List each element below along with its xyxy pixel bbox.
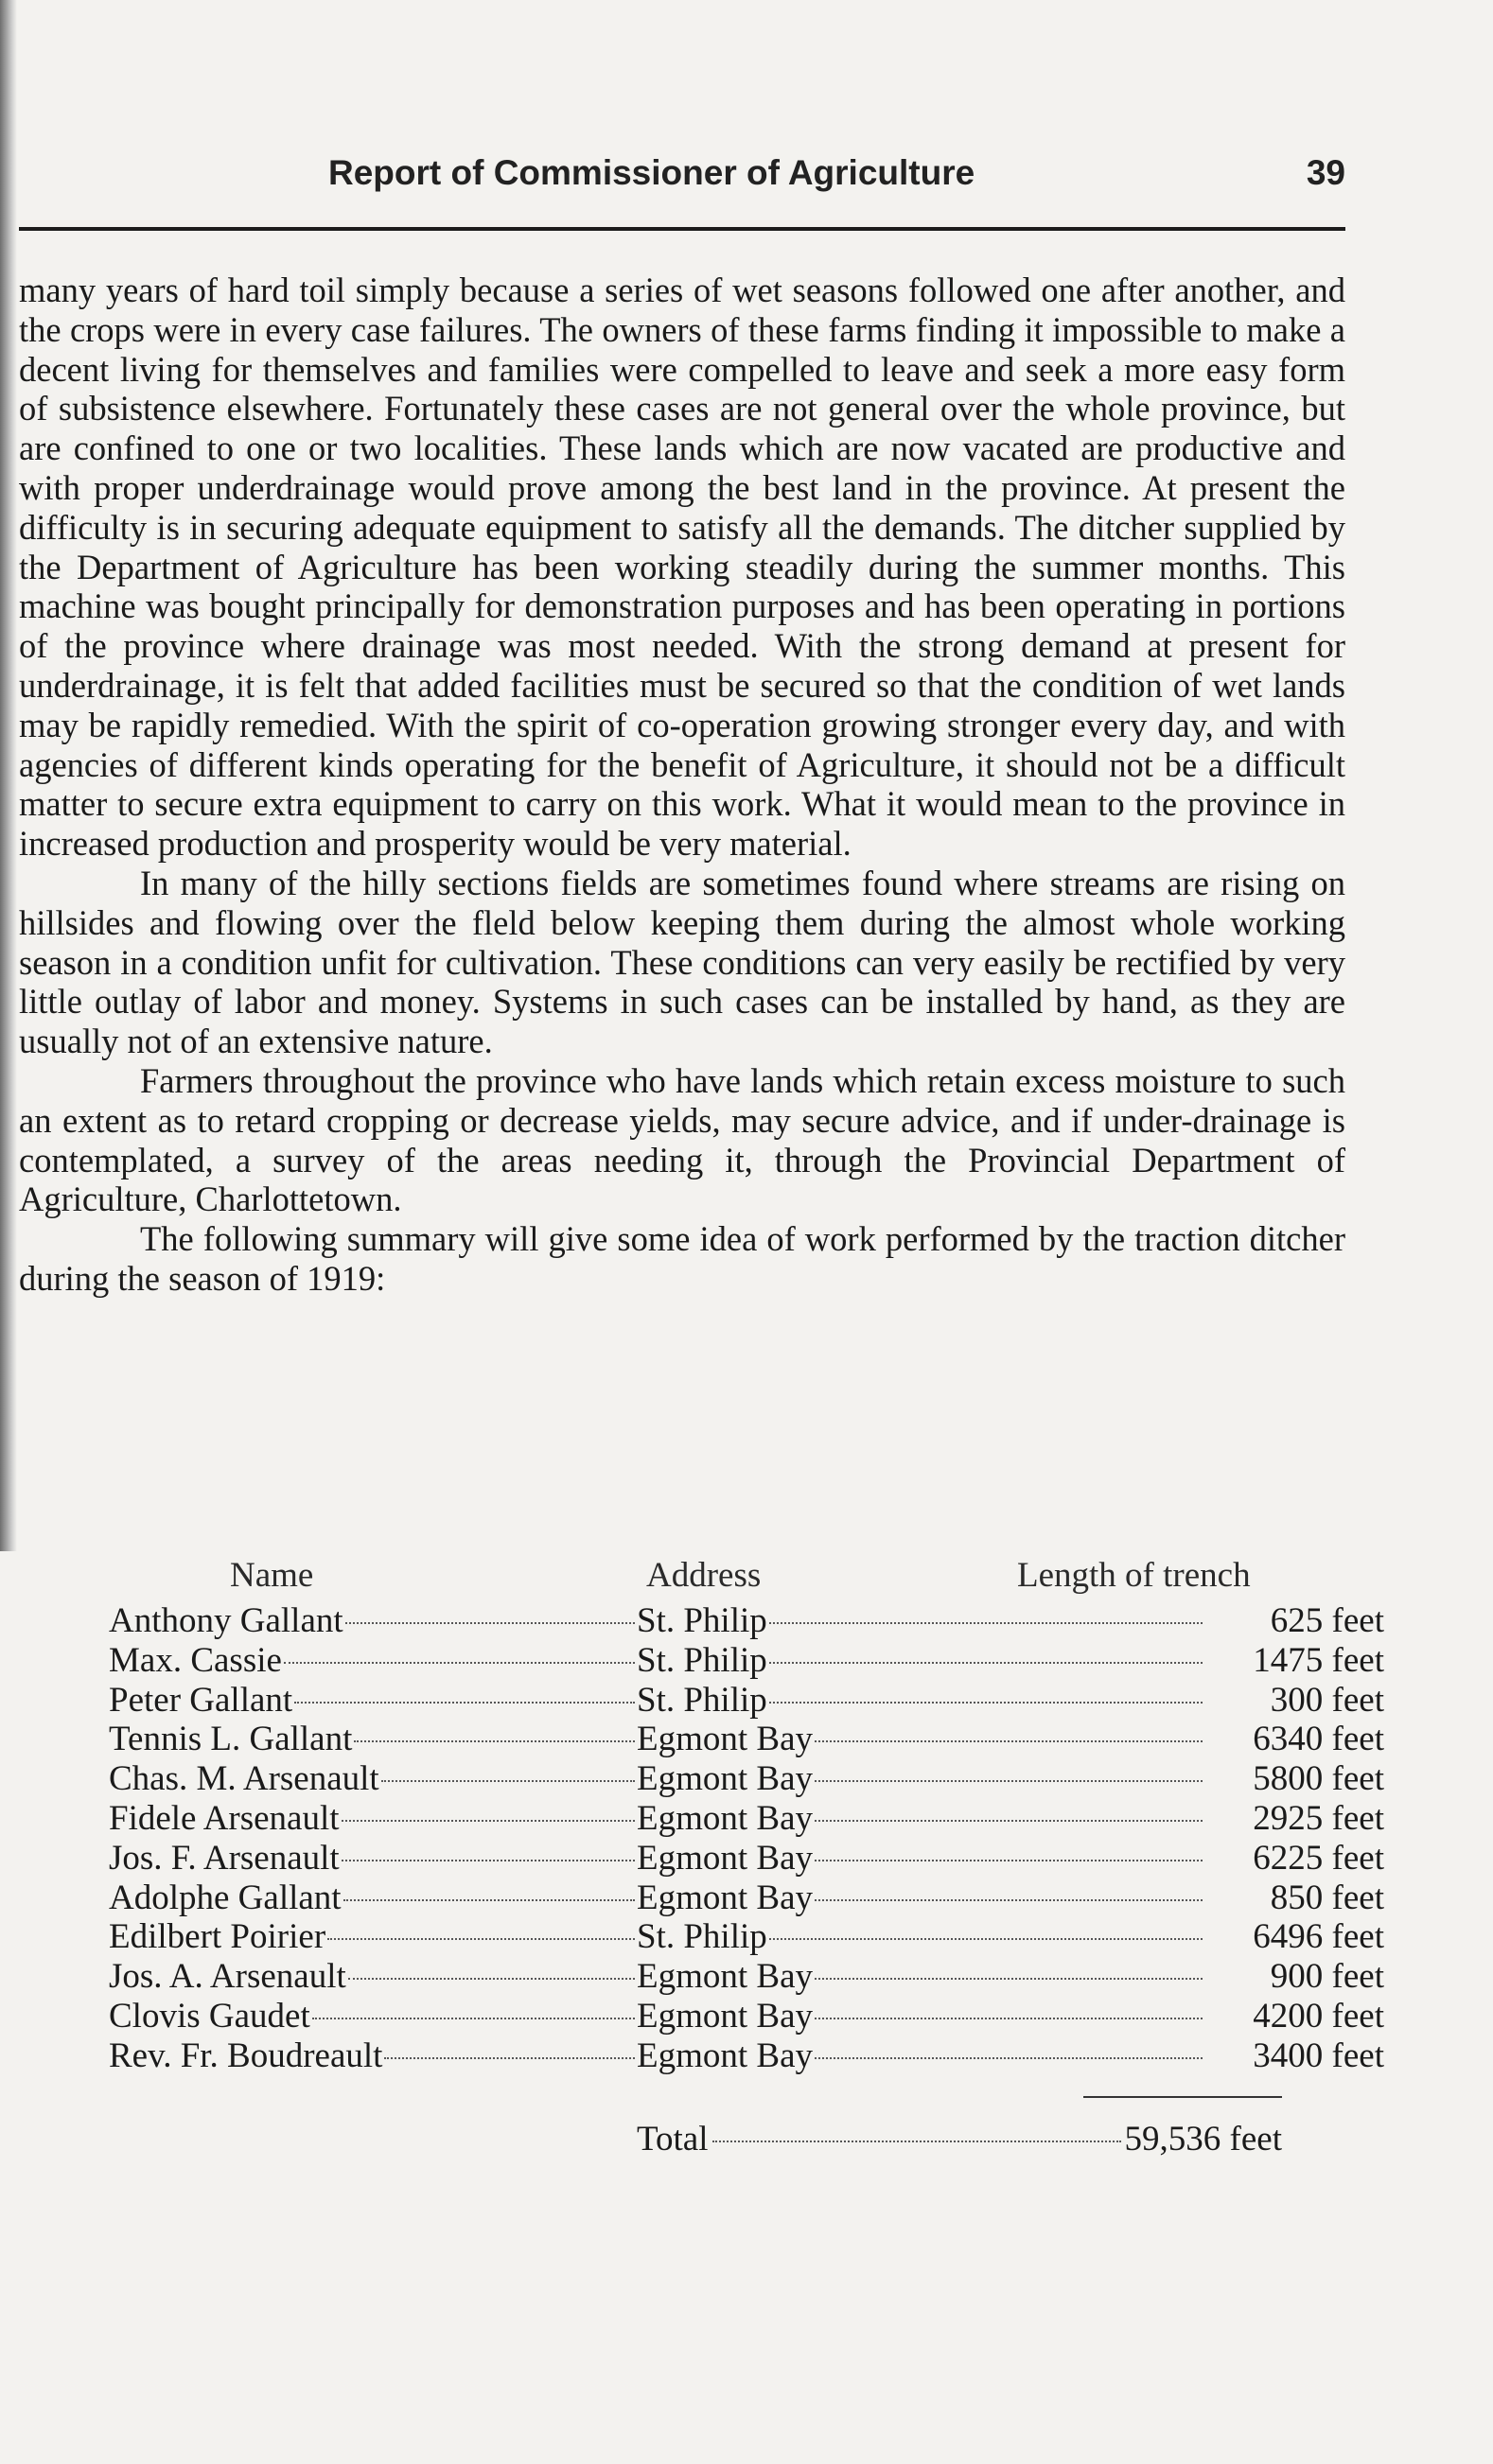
body-text — [19, 271, 1345, 1299]
cell-len — [1083, 1956, 1384, 1997]
total-value: 59,536 feet — [1124, 2120, 1282, 2158]
leader-dots — [312, 2018, 635, 2019]
table-row — [109, 1916, 1384, 1957]
cell-text: St. Philip — [637, 1601, 767, 1640]
leader-dots — [342, 1860, 635, 1861]
cell-text: 6496 feet — [1253, 1917, 1384, 1957]
table-row — [109, 1680, 1384, 1720]
table-row — [109, 1758, 1384, 1799]
cell-name — [109, 1640, 637, 1681]
table-row — [109, 1798, 1384, 1838]
table-row — [109, 1956, 1384, 1997]
cell-text: Max. Cassie — [109, 1640, 282, 1680]
leader-dots — [294, 1702, 635, 1704]
cell-text: Jos. F. Arsenault — [109, 1838, 340, 1878]
cell-text: 300 feet — [1270, 1680, 1384, 1720]
cell-len — [1083, 1798, 1384, 1839]
paragraph: The following summary will give some idea of work performed by the traction ditcher during the season of 1919: — [19, 1219, 1345, 1298]
cell-text: Jos. A. Arsenault — [109, 1957, 346, 1997]
table-header — [109, 1555, 1282, 1600]
header-rule — [19, 227, 1345, 231]
cell-name — [109, 2036, 637, 2076]
header-length: Length of trench — [1017, 1556, 1251, 1595]
cell-text: 4200 feet — [1253, 1996, 1384, 2036]
leader-dots — [327, 1938, 635, 1940]
cell-text: Egmont Bay — [637, 1720, 814, 1759]
cell-text: St. Philip — [637, 1917, 767, 1957]
page-title: Report of Commissioner of Agriculture — [328, 153, 975, 192]
cell-text: 850 feet — [1270, 1878, 1384, 1917]
cell-text: Egmont Bay — [637, 1957, 814, 1997]
cell-len — [1083, 1916, 1384, 1957]
cell-text: St. Philip — [637, 1680, 767, 1720]
cell-name — [109, 1758, 637, 1799]
header-name: Name — [230, 1556, 314, 1595]
cell-len — [1083, 1640, 1384, 1681]
scan-edge-shadow — [0, 0, 17, 1551]
cell-text: 1475 feet — [1253, 1640, 1384, 1680]
leader-dots — [348, 1978, 635, 1980]
cell-len — [1083, 1600, 1384, 1641]
cell-len — [1083, 1758, 1384, 1799]
page-header — [328, 153, 1345, 210]
header-address: Address — [646, 1556, 762, 1595]
cell-text: Peter Gallant — [109, 1680, 293, 1720]
leader-dots — [284, 1662, 635, 1664]
ditcher-summary-table — [109, 1555, 1384, 2075]
total-label: Total — [637, 2120, 709, 2158]
cell-text: 6340 feet — [1253, 1720, 1384, 1759]
cell-name — [109, 1838, 637, 1879]
cell-text: 3400 feet — [1253, 2036, 1384, 2075]
cell-len — [1083, 1838, 1384, 1879]
leader-dots — [354, 1740, 635, 1742]
cell-text: Egmont Bay — [637, 1759, 814, 1799]
cell-name — [109, 1878, 637, 1918]
cell-len — [1083, 1680, 1384, 1721]
cell-len — [1083, 1878, 1384, 1918]
cell-text: Edilbert Poirier — [109, 1917, 326, 1957]
cell-text: Egmont Bay — [637, 1878, 814, 1917]
paragraph: Farmers throughout the province who have lands which retain excess moisture to such an extent as to retard cropping or decrease yields, may secure advice, and if under-drainage is contemplated, a survey of the areas needing it, through the Provincial Department of Agriculture, Charlottetown. — [19, 1060, 1345, 1219]
cell-text: 2925 feet — [1253, 1798, 1384, 1838]
cell-text: Egmont Bay — [637, 1798, 814, 1838]
cell-text: Tennis L. Gallant — [109, 1720, 353, 1759]
cell-name — [109, 1916, 637, 1957]
table-row — [109, 1719, 1384, 1759]
cell-text: 5800 feet — [1253, 1759, 1384, 1799]
cell-text: Fidele Arsenault — [109, 1798, 340, 1838]
cell-text: 900 feet — [1270, 1957, 1384, 1997]
cell-len — [1083, 2036, 1384, 2076]
table-row — [109, 1996, 1384, 2036]
cell-text: Anthony Gallant — [109, 1601, 343, 1640]
cell-len — [1083, 1996, 1384, 2036]
leader-dots — [342, 1820, 635, 1822]
table-row — [109, 1600, 1384, 1640]
cell-name — [109, 1719, 637, 1759]
cell-name — [109, 1600, 637, 1641]
leader-dots — [381, 1780, 635, 1782]
cell-text: Egmont Bay — [637, 1838, 814, 1878]
table-row — [109, 2036, 1384, 2075]
leader-dots — [384, 2057, 635, 2059]
total-rule — [1083, 2096, 1282, 2098]
cell-text: Chas. M. Arsenault — [109, 1759, 379, 1799]
cell-name — [109, 1798, 637, 1839]
total-row — [637, 2119, 1282, 2160]
paragraph: many years of hard toil simply because a series of wet seasons followed one after another, and the crops were in every case failures. The owners of these farms finding it impossible to make a decent living for themselves and families were compelled to leave and seek a more easy form of subsistence elsewhere. Fortunately these cases are not general over the whole province, but are confined to one or two localities. These lands which are now vacated are productive and with proper underdrainage would prove among the best land in the province. At present the difficulty is in securing adequate equipment to satisfy all the demands. The ditcher supplied by the Department of Agriculture has been working steadily during the summer months. This machine was bought principally for demonstration purposes and has been operating in portions of the province where drainage was most needed. With the strong demand at present for underdrainage, it is felt that added facilities must be secured so that the condition of wet lands may be rapidly remedied. With the spirit of co-operation growing stronger every day, and with agencies of different kinds operating for the benefit of Agriculture, it should not be a difficult matter to secure extra equipment to carry on this work. What it would mean to the province in increased production and prosperity would be very material. — [19, 271, 1345, 864]
cell-text: Rev. Fr. Boudreault — [109, 2036, 383, 2075]
cell-text: Egmont Bay — [637, 2036, 814, 2075]
leader-dots — [712, 2141, 1121, 2142]
page-number: 39 — [1306, 153, 1345, 192]
cell-name — [109, 1956, 637, 1997]
cell-name — [109, 1996, 637, 2036]
table-row — [109, 1838, 1384, 1878]
leader-dots — [343, 1899, 635, 1901]
cell-text: Adolphe Gallant — [109, 1878, 342, 1917]
cell-text: Clovis Gaudet — [109, 1996, 310, 2036]
leader-dots — [345, 1622, 635, 1624]
cell-name — [109, 1680, 637, 1721]
cell-text: 6225 feet — [1253, 1838, 1384, 1878]
table-row — [109, 1878, 1384, 1917]
cell-text: 625 feet — [1270, 1601, 1384, 1640]
cell-len — [1083, 1719, 1384, 1759]
cell-text: Egmont Bay — [637, 1996, 814, 2036]
paragraph: In many of the hilly sections fields are sometimes found where streams are rising on hillsides and flowing over the fleld below keeping them during the almost whole working season in a condition unfit for cultivation. These conditions can very easily be rectified by very little outlay of labor and money. Systems in such cases can be installed by hand, as they are usually not of an extensive nature. — [19, 863, 1345, 1061]
table-row — [109, 1640, 1384, 1680]
table-body — [109, 1600, 1384, 2075]
cell-text: St. Philip — [637, 1640, 767, 1680]
